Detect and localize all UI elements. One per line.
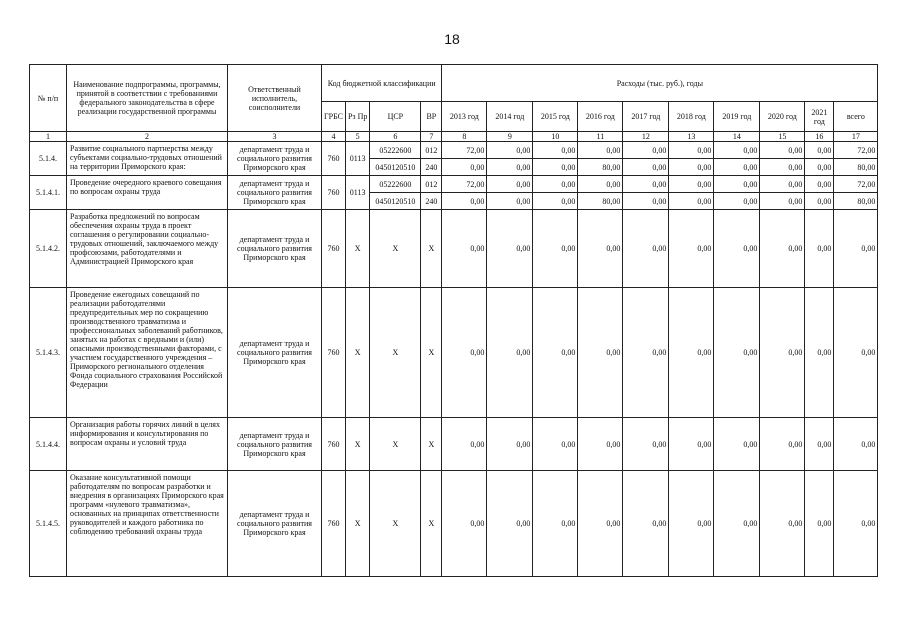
- row-name: Проведение ежегодных совещаний по реализации работодателями предупредительных мер по сокращению производственного травматизма и профессиональных заболеваний работников, занятых на работах с вредными и (или) опасными производственными факторами, с участием государственного учреждения – Приморского регионального отделения Фонда социального страхования Российской Федерации: [67, 288, 228, 418]
- row-value: 0,00: [669, 288, 714, 418]
- column-number: 14: [714, 132, 760, 142]
- row-value: 0,00: [834, 288, 878, 418]
- row-rzpr: 0113: [345, 142, 369, 176]
- header-year: 2020 год: [760, 102, 805, 132]
- row-number: 5.1.4.2.: [30, 210, 67, 288]
- row-value: 0,00: [487, 193, 533, 210]
- row-value: 0,00: [487, 176, 533, 193]
- row-name: Разработка предложений по вопросам обеспечения охраны труда в проект соглашения о регулировании социально-трудовых отношений, заключаемого между профсоюзами, работодателями и Администрацией Приморского края: [67, 210, 228, 288]
- row-grbs: 760: [322, 471, 346, 577]
- row-value: 0,00: [487, 288, 533, 418]
- row-csr: 0450120510: [370, 193, 421, 210]
- row-vr: 012: [421, 176, 442, 193]
- row-value: 0,00: [533, 210, 578, 288]
- row-value: 72,00: [442, 142, 487, 159]
- row-value: 0,00: [442, 471, 487, 577]
- header-year: 2016 год: [578, 102, 623, 132]
- row-value: 0,00: [834, 210, 878, 288]
- row-executor: департамент труда и социального развития Приморского края: [228, 176, 322, 210]
- header-year: 2018 год: [669, 102, 714, 132]
- column-number: 17: [834, 132, 878, 142]
- row-rzpr: 0113: [345, 176, 369, 210]
- budget-table: [29, 64, 878, 577]
- column-number: 3: [228, 132, 322, 142]
- row-value: 0,00: [714, 159, 760, 176]
- column-number: 10: [533, 132, 578, 142]
- row-csr: 0450120510: [370, 159, 421, 176]
- row-value: 0,00: [623, 159, 669, 176]
- row-grbs: 760: [322, 288, 346, 418]
- row-executor: департамент труда и социального развития Приморского края: [228, 288, 322, 418]
- column-number: 6: [370, 132, 421, 142]
- row-value: 0,00: [533, 176, 578, 193]
- row-value: 0,00: [442, 288, 487, 418]
- row-grbs: 760: [322, 142, 346, 176]
- row-value: 0,00: [760, 142, 805, 159]
- column-number: 15: [760, 132, 805, 142]
- column-number: 9: [487, 132, 533, 142]
- row-number: 5.1.4.5.: [30, 471, 67, 577]
- header-year: всего: [834, 102, 878, 132]
- row-value: 0,00: [533, 418, 578, 471]
- row-executor: департамент труда и социального развития Приморского края: [228, 210, 322, 288]
- row-value: 0,00: [623, 210, 669, 288]
- row-number: 5.1.4.: [30, 142, 67, 176]
- row-value: 72,00: [834, 176, 878, 193]
- header-year: 2017 год: [623, 102, 669, 132]
- header-year: 2021 год: [805, 102, 834, 132]
- row-value: 0,00: [714, 176, 760, 193]
- row-vr: Х: [421, 288, 442, 418]
- row-value: 0,00: [760, 159, 805, 176]
- table-row: [30, 418, 878, 471]
- row-number: 5.1.4.4.: [30, 418, 67, 471]
- row-value: 0,00: [533, 193, 578, 210]
- row-rzpr: Х: [345, 418, 369, 471]
- row-value: 0,00: [487, 471, 533, 577]
- header-year: 2015 год: [533, 102, 578, 132]
- column-number: 16: [805, 132, 834, 142]
- column-number: 4: [322, 132, 346, 142]
- row-value: 0,00: [623, 193, 669, 210]
- row-vr: 012: [421, 142, 442, 159]
- column-number: 13: [669, 132, 714, 142]
- column-number: 11: [578, 132, 623, 142]
- row-value: 0,00: [578, 142, 623, 159]
- row-value: 0,00: [487, 142, 533, 159]
- row-value: 0,00: [805, 471, 834, 577]
- header-year: 2014 год: [487, 102, 533, 132]
- row-value: 0,00: [623, 142, 669, 159]
- row-value: 0,00: [442, 193, 487, 210]
- row-vr: Х: [421, 471, 442, 577]
- column-number: 2: [67, 132, 228, 142]
- row-name: Развитие социального партнерства между субъектами социально-трудовых отношений на территории Приморского края:: [67, 142, 228, 176]
- row-value: 0,00: [442, 159, 487, 176]
- row-grbs: 760: [322, 176, 346, 210]
- row-value: 0,00: [533, 159, 578, 176]
- column-number: 12: [623, 132, 669, 142]
- row-value: 0,00: [487, 210, 533, 288]
- row-value: 0,00: [669, 176, 714, 193]
- row-value: 0,00: [487, 159, 533, 176]
- header-csr: ЦСР: [370, 102, 421, 132]
- row-value: 0,00: [760, 176, 805, 193]
- header-vr: ВР: [421, 102, 442, 132]
- header-rzpr: Рз Пр: [345, 102, 369, 132]
- row-vr: Х: [421, 418, 442, 471]
- row-value: 0,00: [805, 210, 834, 288]
- column-number: 1: [30, 132, 67, 142]
- row-value: 72,00: [442, 176, 487, 193]
- row-rzpr: Х: [345, 471, 369, 577]
- row-value: 0,00: [805, 418, 834, 471]
- row-value: 0,00: [623, 176, 669, 193]
- row-csr: 05222600: [370, 142, 421, 159]
- row-number: 5.1.4.1.: [30, 176, 67, 210]
- header-year: 2013 год: [442, 102, 487, 132]
- header-executor: Ответственный исполнитель, соисполнители: [228, 65, 322, 132]
- row-value: 0,00: [760, 418, 805, 471]
- row-name: Оказание консультативной помощи работодателям по вопросам разработки и внедрения в организациях Приморского края программ «нулевого травматизма», основанных на принципах ответственности руководителей и каждого работника по соблюдению требований охраны труда: [67, 471, 228, 577]
- row-value: 0,00: [578, 288, 623, 418]
- table-row: [30, 471, 878, 577]
- row-value: 80,00: [834, 159, 878, 176]
- row-rzpr: Х: [345, 210, 369, 288]
- row-value: 0,00: [442, 210, 487, 288]
- row-name: Организация работы горячих линий в целях информирования и консультирования по вопросам охраны и условий труда: [67, 418, 228, 471]
- row-value: 0,00: [533, 142, 578, 159]
- row-value: 80,00: [834, 193, 878, 210]
- row-value: 72,00: [834, 142, 878, 159]
- row-value: 0,00: [714, 210, 760, 288]
- header-name: Наименование подпрограммы, программы, принятой в соответствии с требованиями федерального законодательства в сфере реализации государственной программы: [67, 65, 228, 132]
- row-csr: Х: [370, 210, 421, 288]
- row-value: 0,00: [669, 418, 714, 471]
- table-row: [30, 142, 878, 159]
- row-value: 0,00: [623, 471, 669, 577]
- row-value: 0,00: [669, 159, 714, 176]
- row-executor: департамент труда и социального развития Приморского края: [228, 418, 322, 471]
- row-value: 0,00: [714, 193, 760, 210]
- header-grbs: ГРБС: [322, 102, 346, 132]
- row-number: 5.1.4.3.: [30, 288, 67, 418]
- row-csr: Х: [370, 471, 421, 577]
- column-number: 8: [442, 132, 487, 142]
- table-row: [30, 176, 878, 193]
- row-value: 0,00: [760, 193, 805, 210]
- row-grbs: 760: [322, 418, 346, 471]
- row-csr: Х: [370, 288, 421, 418]
- row-value: 0,00: [714, 288, 760, 418]
- row-value: 0,00: [760, 471, 805, 577]
- row-value: 0,00: [714, 471, 760, 577]
- row-value: 0,00: [578, 210, 623, 288]
- table-row: [30, 288, 878, 418]
- row-vr: 240: [421, 159, 442, 176]
- row-value: 0,00: [669, 193, 714, 210]
- row-value: 0,00: [834, 471, 878, 577]
- row-value: 0,00: [805, 193, 834, 210]
- header-year: 2019 год: [714, 102, 760, 132]
- row-value: 0,00: [533, 471, 578, 577]
- row-value: 0,00: [578, 418, 623, 471]
- row-value: 0,00: [623, 288, 669, 418]
- row-value: 0,00: [834, 418, 878, 471]
- row-value: 0,00: [714, 418, 760, 471]
- row-value: 0,00: [487, 418, 533, 471]
- row-value: 0,00: [805, 142, 834, 159]
- row-value: 0,00: [805, 288, 834, 418]
- row-value: 0,00: [714, 142, 760, 159]
- row-name: Проведение очередного краевого совещания по вопросам охраны труда: [67, 176, 228, 210]
- row-value: 0,00: [760, 210, 805, 288]
- table-row: [30, 210, 878, 288]
- row-value: 0,00: [442, 418, 487, 471]
- column-number: 5: [345, 132, 369, 142]
- row-rzpr: Х: [345, 288, 369, 418]
- row-value: 0,00: [533, 288, 578, 418]
- row-value: 0,00: [669, 471, 714, 577]
- row-value: 0,00: [669, 210, 714, 288]
- row-value: 0,00: [578, 471, 623, 577]
- header-budget-code: Код бюджетной классификации: [322, 65, 442, 102]
- row-vr: Х: [421, 210, 442, 288]
- page-number: 18: [444, 31, 460, 47]
- row-csr: Х: [370, 418, 421, 471]
- row-grbs: 760: [322, 210, 346, 288]
- row-value: 80,00: [578, 193, 623, 210]
- row-value: 0,00: [669, 142, 714, 159]
- row-executor: департамент труда и социального развития Приморского края: [228, 471, 322, 577]
- header-expenses: Расходы (тыс. руб.), годы: [442, 65, 878, 102]
- column-number: 7: [421, 132, 442, 142]
- row-value: 0,00: [623, 418, 669, 471]
- row-value: 0,00: [760, 288, 805, 418]
- row-value: 0,00: [805, 159, 834, 176]
- header-num: № п/п: [30, 65, 67, 132]
- row-csr: 05222600: [370, 176, 421, 193]
- row-vr: 240: [421, 193, 442, 210]
- row-executor: департамент труда и социального развития Приморского края: [228, 142, 322, 176]
- row-value: 80,00: [578, 159, 623, 176]
- row-value: 0,00: [805, 176, 834, 193]
- row-value: 0,00: [578, 176, 623, 193]
